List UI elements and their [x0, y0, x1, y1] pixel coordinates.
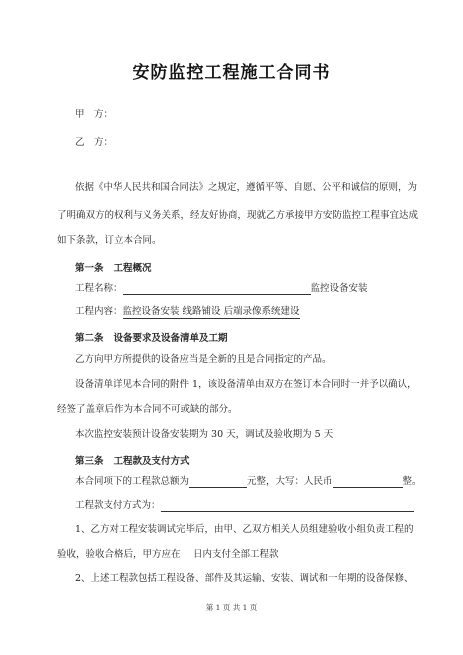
article-3-heading	[75, 453, 190, 467]
project-content-line	[75, 306, 300, 318]
article-3-number: 第三条	[75, 456, 104, 467]
article-2-para-3: 本次监控安装预计设备安装期为 30 天，调试及验收期为 5 天	[75, 429, 334, 440]
article-3-para-4: 2、上述工程款包括工程设备、部件及其运输、安装、调试和一年期的设备保修、	[75, 573, 414, 584]
party-b-label: 乙 方：	[75, 137, 114, 148]
party-a-label: 甲 方：	[75, 109, 114, 120]
document-title: 安防监控工程施工合同书	[132, 63, 331, 83]
article-1-number: 第一条	[75, 263, 104, 274]
project-name-blank	[123, 283, 311, 295]
article-1-title: 工程概况	[113, 263, 152, 274]
payment-method-label: 工程款支付方式为：	[75, 500, 161, 511]
project-name-label: 工程名称：	[75, 283, 123, 294]
article-1-heading	[75, 260, 152, 274]
payment-method-line	[75, 500, 414, 512]
project-name-line	[75, 283, 368, 295]
intro-line-2: 了明确双方的权利与义务关系，经友好协商，现就乙方承接甲方安防监控工程事宜达成	[57, 210, 419, 221]
article-3-para-3a: 1、乙方对工程安装调试完毕后，由甲、乙双方相关人员组建验收小组负责工程的	[75, 524, 414, 535]
article-3-para-3b: 验收，验收合格后，甲方应在 日内支付全部工程款	[57, 549, 279, 560]
payment-method-blank	[161, 500, 414, 512]
amount-label: 本合同项下的工程款总额为	[75, 476, 190, 487]
article-2-number: 第二条	[75, 333, 104, 344]
article-2-title: 设备要求及设备清单及工期	[113, 333, 228, 344]
intro-line-3: 如下条款，订立本合同。	[57, 235, 162, 246]
article-2-para-1: 乙方向甲方所提供的设备应当是全新的且是合同指定的产品。	[75, 354, 332, 365]
amount-words-blank	[333, 476, 403, 488]
project-content-value: 监控设备安装 线路铺设 后端录像系统建设	[122, 306, 300, 317]
intro-line-1: 依据《中华人民共和国合同法》之规定，遵循平等、自愿、公平和诚信的原则，为	[75, 182, 418, 193]
article-2-heading	[75, 330, 228, 344]
project-content-label: 工程内容：	[75, 306, 123, 317]
article-2-para-2b: 经签了盖章后作为本合同不可或缺的部分。	[57, 404, 238, 415]
article-3-title: 工程款及支付方式	[113, 456, 190, 467]
project-name-suffix: 监控设备安装	[310, 283, 368, 294]
article-2-para-2a: 设备清单详见本合同的附件 1，该设备清单由双方在签订本合同时一并予以确认，	[75, 379, 417, 390]
page-footer: 第 1 页 共 1 页	[205, 603, 258, 612]
amount-blank	[189, 476, 247, 488]
amount-words-label: 元整，大写：人民币	[247, 476, 333, 487]
amount-end: 整。	[402, 476, 422, 487]
article-3-para-1	[75, 476, 422, 488]
